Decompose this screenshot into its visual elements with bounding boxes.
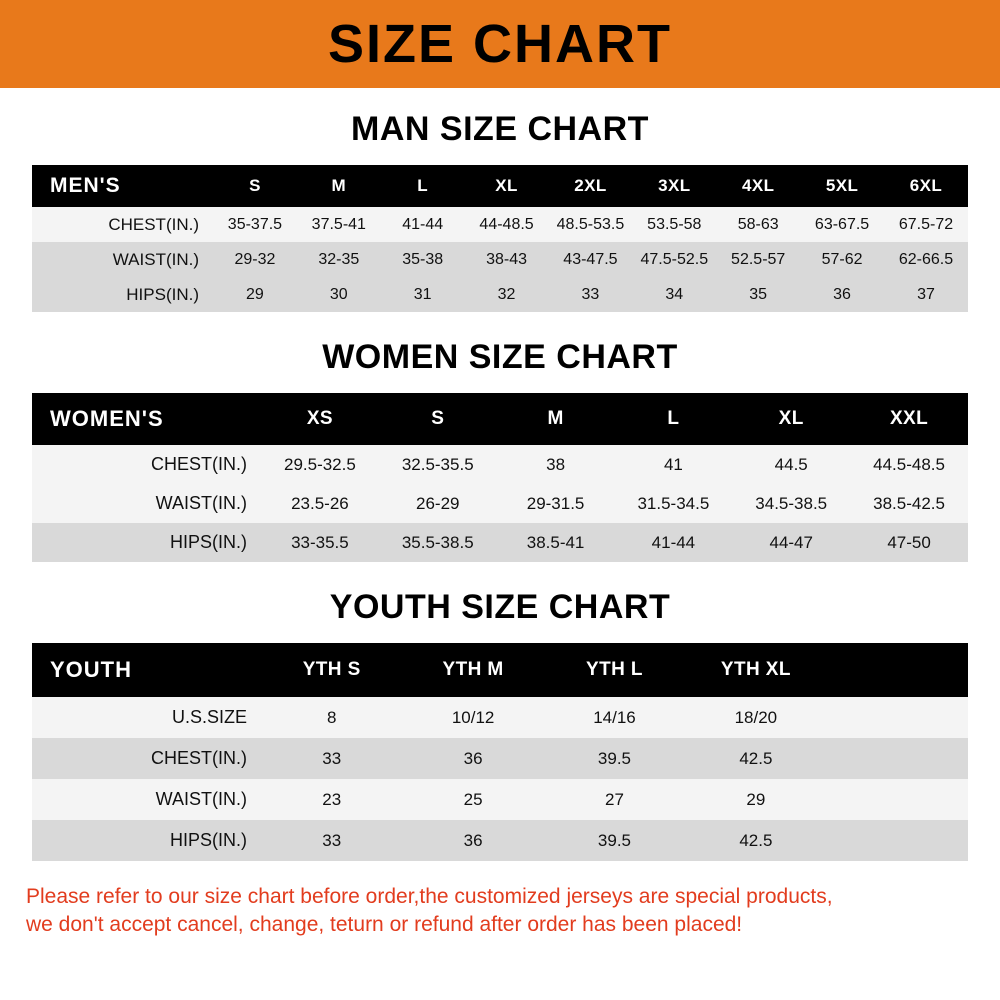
youth-ussize-ythm: 10/12 [402, 697, 543, 738]
youth-ussize-ythl: 14/16 [544, 697, 685, 738]
men-chest-m: 37.5-41 [297, 207, 381, 242]
youth-hips-ythl: 39.5 [544, 820, 685, 861]
women-waist-xl: 34.5-38.5 [732, 484, 850, 523]
women-hips-l: 41-44 [614, 523, 732, 562]
men-hips-4xl: 35 [716, 277, 800, 312]
women-hips-m: 38.5-41 [497, 523, 615, 562]
men-header-5xl: 5XL [800, 165, 884, 207]
women-header-xl: XL [732, 393, 850, 445]
youth-header-label: YOUTH [32, 643, 261, 697]
youth-hips-yths: 33 [261, 820, 402, 861]
men-chest-6xl: 67.5-72 [884, 207, 968, 242]
women-table-body [32, 445, 968, 562]
women-chest-xl: 44.5 [732, 445, 850, 484]
banner-title: SIZE CHART [328, 14, 672, 74]
table-row [32, 820, 968, 861]
men-header-s: S [213, 165, 297, 207]
youth-table-head [32, 643, 968, 697]
women-section-title: WOMEN SIZE CHART [322, 338, 678, 376]
men-row-label-hips: HIPS(IN.) [32, 277, 213, 312]
youth-row-label-chest: CHEST(IN.) [32, 738, 261, 779]
women-section [0, 312, 1000, 562]
youth-hips-spacer [827, 820, 968, 861]
youth-chest-ythm: 36 [402, 738, 543, 779]
women-waist-l: 31.5-34.5 [614, 484, 732, 523]
table-row [32, 445, 968, 484]
men-size-table [32, 165, 968, 312]
men-chest-xl: 44-48.5 [465, 207, 549, 242]
men-header-l: L [381, 165, 465, 207]
youth-header-ythxl: YTH XL [685, 643, 826, 697]
men-table-body [32, 207, 968, 312]
women-waist-xs: 23.5-26 [261, 484, 379, 523]
youth-header-ythl: YTH L [544, 643, 685, 697]
men-table-head [32, 165, 968, 207]
women-waist-xxl: 38.5-42.5 [850, 484, 968, 523]
table-row [32, 697, 968, 738]
youth-row-label-waist: WAIST(IN.) [32, 779, 261, 820]
youth-size-table [32, 643, 968, 861]
men-waist-4xl: 52.5-57 [716, 242, 800, 277]
men-chest-l: 41-44 [381, 207, 465, 242]
women-waist-m: 29-31.5 [497, 484, 615, 523]
men-section [0, 88, 1000, 312]
table-header-row [32, 643, 968, 697]
youth-row-label-hips: HIPS(IN.) [32, 820, 261, 861]
women-header-s: S [379, 393, 497, 445]
men-chest-s: 35-37.5 [213, 207, 297, 242]
youth-section-title: YOUTH SIZE CHART [329, 588, 671, 626]
women-hips-xs: 33-35.5 [261, 523, 379, 562]
women-header-m: M [497, 393, 615, 445]
youth-waist-ythl: 27 [544, 779, 685, 820]
youth-section [0, 562, 1000, 861]
women-chest-s: 32.5-35.5 [379, 445, 497, 484]
women-waist-s: 26-29 [379, 484, 497, 523]
men-chest-4xl: 58-63 [716, 207, 800, 242]
youth-chest-ythxl: 42.5 [685, 738, 826, 779]
women-chest-m: 38 [497, 445, 615, 484]
women-row-label-chest: CHEST(IN.) [32, 445, 261, 484]
men-header-2xl: 2XL [549, 165, 633, 207]
youth-row-label-ussize: U.S.SIZE [32, 697, 261, 738]
women-chest-xs: 29.5-32.5 [261, 445, 379, 484]
men-hips-3xl: 34 [632, 277, 716, 312]
footer-note-line1: Please refer to our size chart before order,the customized jerseys are special products, [26, 885, 833, 908]
table-row [32, 779, 968, 820]
men-chest-2xl: 48.5-53.5 [549, 207, 633, 242]
youth-waist-spacer [827, 779, 968, 820]
women-hips-xl: 44-47 [732, 523, 850, 562]
men-waist-6xl: 62-66.5 [884, 242, 968, 277]
table-header-row [32, 393, 968, 445]
men-waist-m: 32-35 [297, 242, 381, 277]
women-chest-l: 41 [614, 445, 732, 484]
men-waist-2xl: 43-47.5 [549, 242, 633, 277]
youth-header-spacer [827, 643, 968, 697]
table-row [32, 484, 968, 523]
men-header-xl: XL [465, 165, 549, 207]
men-hips-s: 29 [213, 277, 297, 312]
women-header-l: L [614, 393, 732, 445]
men-row-label-waist: WAIST(IN.) [32, 242, 213, 277]
men-header-m: M [297, 165, 381, 207]
youth-ussize-spacer [827, 697, 968, 738]
women-table-head [32, 393, 968, 445]
women-chest-xxl: 44.5-48.5 [850, 445, 968, 484]
women-size-table [32, 393, 968, 562]
banner [0, 0, 1000, 88]
women-row-label-hips: HIPS(IN.) [32, 523, 261, 562]
men-hips-m: 30 [297, 277, 381, 312]
youth-header-yths: YTH S [261, 643, 402, 697]
youth-ussize-yths: 8 [261, 697, 402, 738]
men-hips-2xl: 33 [549, 277, 633, 312]
table-row [32, 242, 968, 277]
men-waist-5xl: 57-62 [800, 242, 884, 277]
table-row [32, 523, 968, 562]
men-waist-l: 35-38 [381, 242, 465, 277]
men-chest-3xl: 53.5-58 [632, 207, 716, 242]
table-row [32, 738, 968, 779]
men-waist-3xl: 47.5-52.5 [632, 242, 716, 277]
youth-header-ythm: YTH M [402, 643, 543, 697]
men-section-title: MAN SIZE CHART [351, 110, 649, 148]
youth-waist-yths: 23 [261, 779, 402, 820]
men-header-4xl: 4XL [716, 165, 800, 207]
men-row-label-chest: CHEST(IN.) [32, 207, 213, 242]
table-row [32, 277, 968, 312]
men-waist-s: 29-32 [213, 242, 297, 277]
women-header-label: WOMEN'S [32, 393, 261, 445]
men-hips-l: 31 [381, 277, 465, 312]
women-header-xs: XS [261, 393, 379, 445]
youth-table-body [32, 697, 968, 861]
youth-chest-spacer [827, 738, 968, 779]
youth-waist-ythm: 25 [402, 779, 543, 820]
youth-chest-yths: 33 [261, 738, 402, 779]
men-header-3xl: 3XL [632, 165, 716, 207]
youth-chest-ythl: 39.5 [544, 738, 685, 779]
footer-note [0, 883, 1000, 940]
youth-hips-ythm: 36 [402, 820, 543, 861]
men-hips-xl: 32 [465, 277, 549, 312]
women-hips-s: 35.5-38.5 [379, 523, 497, 562]
women-row-label-waist: WAIST(IN.) [32, 484, 261, 523]
women-hips-xxl: 47-50 [850, 523, 968, 562]
youth-hips-ythxl: 42.5 [685, 820, 826, 861]
men-hips-5xl: 36 [800, 277, 884, 312]
men-waist-xl: 38-43 [465, 242, 549, 277]
men-header-6xl: 6XL [884, 165, 968, 207]
table-row [32, 207, 968, 242]
footer-note-line2: we don't accept cancel, change, teturn or refund after order has been placed! [26, 913, 743, 937]
men-header-label: MEN'S [32, 165, 213, 207]
men-hips-6xl: 37 [884, 277, 968, 312]
men-chest-5xl: 63-67.5 [800, 207, 884, 242]
youth-waist-ythxl: 29 [685, 779, 826, 820]
women-header-xxl: XXL [850, 393, 968, 445]
table-header-row [32, 165, 968, 207]
youth-ussize-ythxl: 18/20 [685, 697, 826, 738]
